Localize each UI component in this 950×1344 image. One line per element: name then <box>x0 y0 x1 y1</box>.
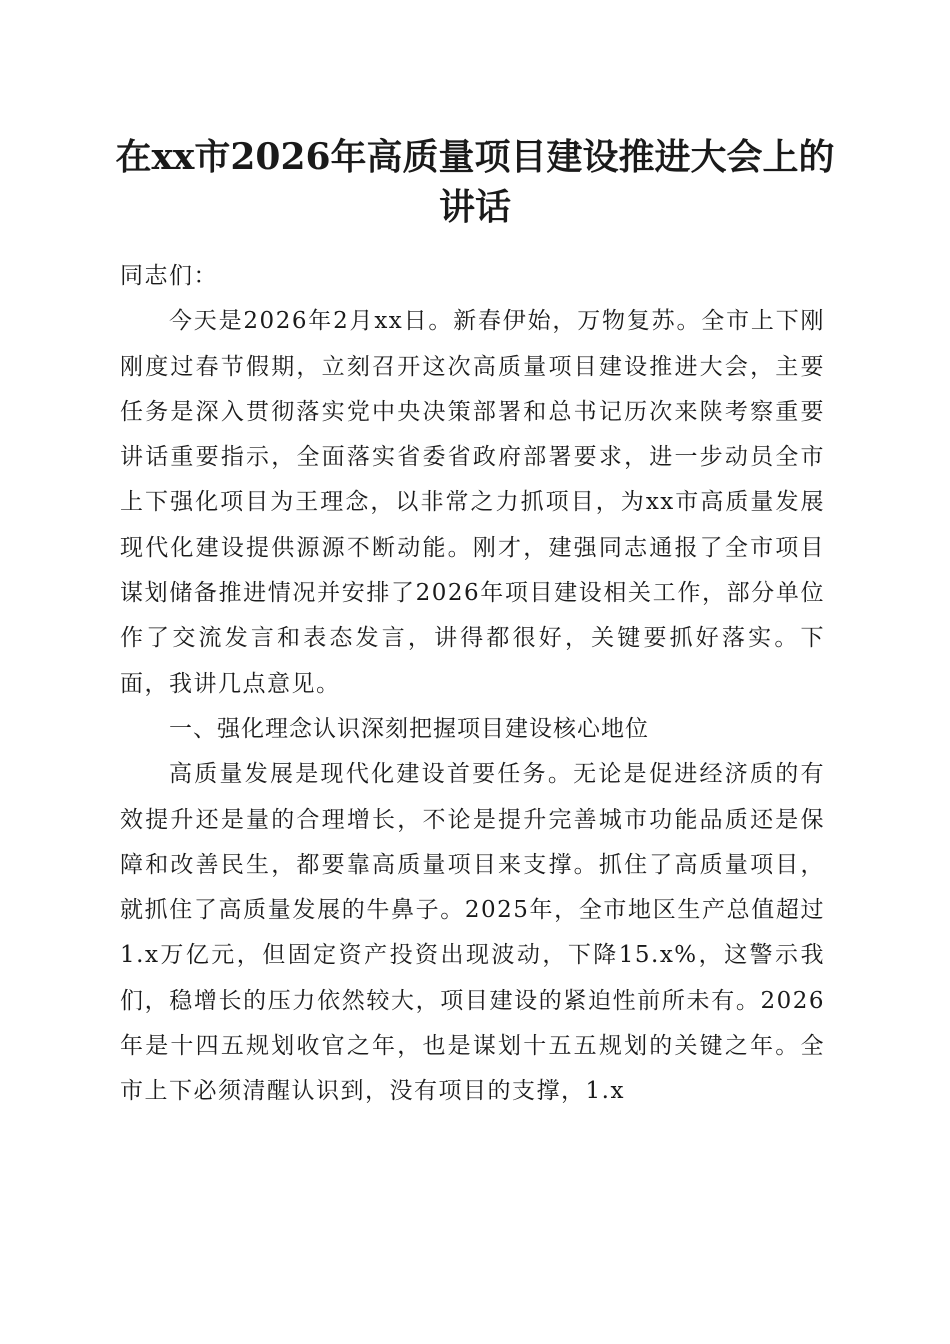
section-heading: 一、强化理念认识深刻把握项目建设核心地位 <box>169 715 649 742</box>
document-title: 在xx市2026年高质量项目建设推进大会上的讲话 <box>115 136 835 228</box>
document-body <box>120 254 825 1115</box>
salutation: 同志们： <box>120 263 218 289</box>
intro-paragraph: 今天是2026年2月xx日。新春伊始，万物复苏。全市上下刚刚度过春节假期，立刻召开这次高质量项目建设推进大会，主要任务是深入贯彻落实党中央决策部署和总书记历次来陕考察重要讲话重要指示，全面落实省委省政府部署要求，进一步动员全市上下强化项目为王理念，以非常之力抓项目，为xx市高质量发展现代化建设提供源源不断动能。刚才，建强同志通报了全市项目谋划储备推进情况并安排了2026年项目建设相关工作，部分单位作了交流发言和表态发言，讲得都很好，关键要抓好落实。下面，我讲几点意见。 <box>120 308 825 697</box>
section-paragraph: 高质量发展是现代化建设首要任务。无论是促进经济质的有效提升还是量的合理增长，不论是提升完善城市功能品质还是保障和改善民生，都要靠高质量项目来支撑。抓住了高质量项目，就抓住了高质量发展的牛鼻子。2025年，全市地区生产总值超过1.x万亿元，但固定资产投资出现波动，下降15.x%，这警示我们，稳增长的压力依然较大，项目建设的紧迫性前所未有。2026年是十四五规划收官之年，也是谋划十五五规划的关键之年。全市上下必须清醒认识到，没有项目的支撑，1.x <box>120 761 825 1105</box>
